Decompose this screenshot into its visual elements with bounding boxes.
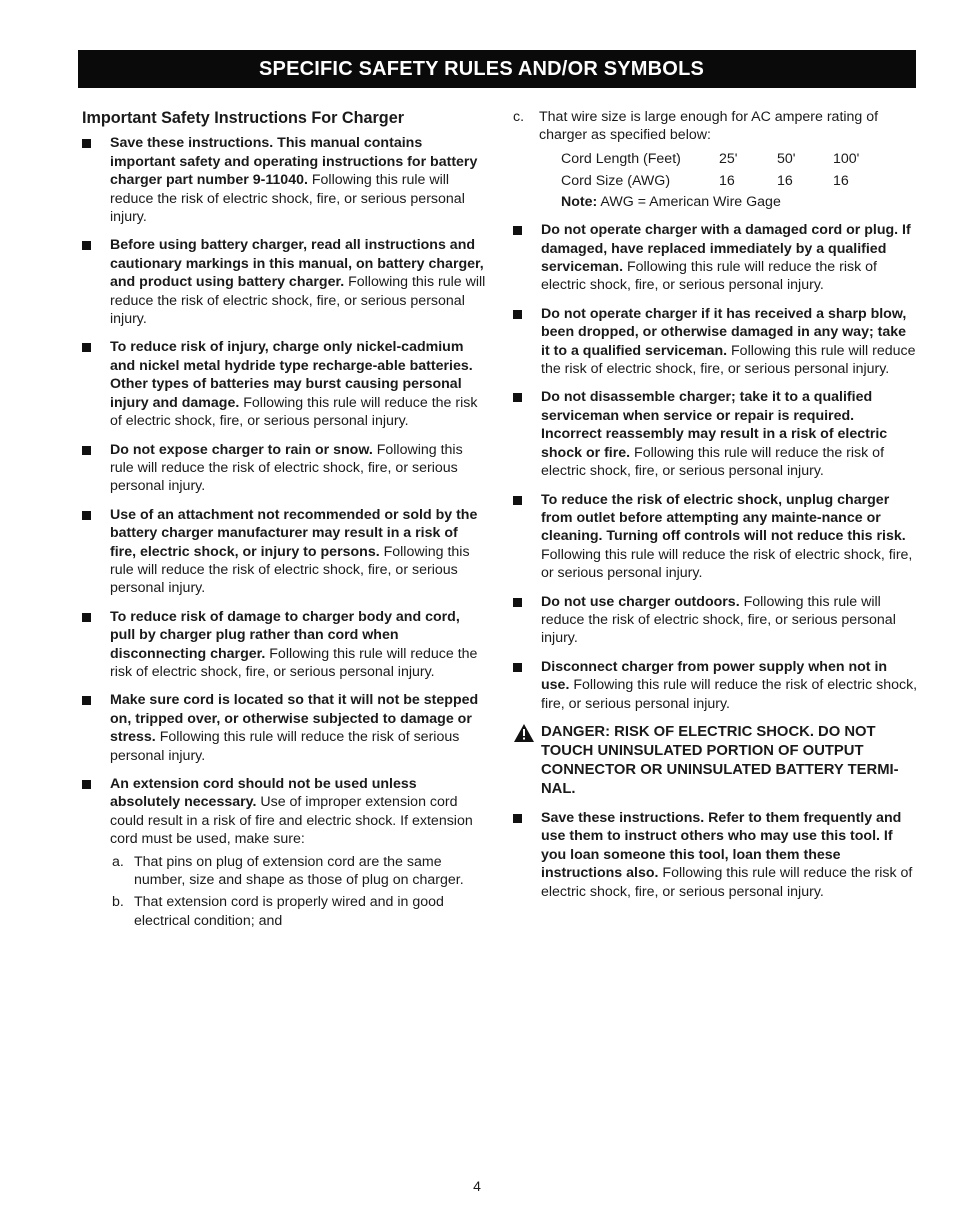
banner-title: SPECIFIC SAFETY RULES AND/OR SYMBOLS <box>259 57 705 80</box>
bullet-square-icon <box>82 343 91 352</box>
bullet-square-icon <box>513 496 522 505</box>
right-column <box>513 109 918 911</box>
rule-text: Following this rule will reduce the risk of electric shock, fire, or serious personal injury. <box>541 677 918 712</box>
bullet-square-icon <box>513 663 522 672</box>
sub-item-letter: b. <box>112 894 124 911</box>
rule-text: Use of improper extension cord could result in a risk of fire and electric shock. If extension cord must be used, make sure: <box>110 794 473 848</box>
table-row <box>561 148 859 170</box>
rule-bold-text: Use of an attachment not recommended or sold by the battery charger manufacturer may result in a risk of fire, electric shock, or injury to persons. <box>110 506 478 560</box>
sub-item <box>513 108 918 145</box>
safety-rule <box>513 593 918 648</box>
safety-rule <box>513 809 918 901</box>
note-text: AWG = American Wire Gage <box>597 193 781 210</box>
safety-rule <box>82 691 486 765</box>
safety-rule <box>513 221 918 295</box>
safety-rule <box>513 658 918 713</box>
rule-bold-text: Do not expose charger to rain or snow. <box>110 441 373 458</box>
table-cell: 16 <box>777 172 793 189</box>
rule-text: Following this rule will reduce the risk of electric shock, fire, or serious personal injury. <box>110 441 463 495</box>
rule-bold-text: An extension cord should not be used unless absolutely necessary. <box>110 776 417 811</box>
sub-item-letter: a. <box>112 853 124 870</box>
bullet-square-icon <box>82 613 91 622</box>
rule-text: Following this rule will reduce the risk of electric shock, fire, or serious personal injury. <box>110 543 470 597</box>
rule-text: Following this rule will reduce the risk of electric shock, fire, or serious personal injury. <box>541 444 885 480</box>
table-cell: 50' <box>777 150 796 167</box>
rule-bold-text: Save these instructions. Refer to them frequently and use them to instruct others who may use this tool. If you loan someone this tool, loan them these instructions also. <box>541 809 902 882</box>
rule-text: Following this rule will reduce the risk of serious personal injury. <box>110 729 460 764</box>
table-row <box>561 170 859 192</box>
left-column <box>82 109 486 932</box>
rule-text: Following this rule will reduce the risk of electric shock, fire, or serious personal injury. <box>541 342 916 378</box>
cord-size-table <box>561 148 859 192</box>
sub-item-text: That pins on plug of extension cord are the same number, size and shape as those of plug on charger. <box>134 853 464 889</box>
rule-text: Following this rule will reduce the risk of electric shock, fire, or serious personal injury. <box>541 865 913 900</box>
safety-rule <box>513 491 918 583</box>
safety-rule <box>82 441 486 496</box>
bullet-square-icon <box>82 511 91 520</box>
rule-text: Following this rule will reduce the risk of electric shock, fire, or serious personal injury. <box>110 274 486 328</box>
bullet-square-icon <box>82 446 91 455</box>
bullet-square-icon <box>82 241 91 250</box>
bullet-square-icon <box>513 598 522 607</box>
table-cell: 16 <box>719 172 735 189</box>
safety-rule <box>82 608 486 682</box>
table-cell: 16 <box>833 172 849 189</box>
table-row-label: Cord Size (AWG) <box>561 172 671 189</box>
rule-text: Following this rule will reduce the risk of electric shock, fire, or serious personal injury. <box>541 593 896 647</box>
safety-rule <box>82 775 486 849</box>
bullet-square-icon <box>82 696 91 705</box>
sub-item <box>110 893 486 930</box>
safety-rule <box>513 305 918 379</box>
rule-bold-text: Disconnect charger from power supply when not in use. <box>541 658 888 694</box>
safety-rule <box>82 236 486 328</box>
bullet-square-icon <box>513 393 522 402</box>
sub-item-text: That extension cord is properly wired and in good electrical condition; and <box>134 894 444 929</box>
section-banner <box>78 50 916 88</box>
sub-item-text: That wire size is large enough for AC ampere rating of charger as specified below: <box>539 109 879 144</box>
rule-bold-text: Make sure cord is located so that it will not be stepped on, tripped over, or otherwise subjected to damage or stress. <box>110 692 479 746</box>
bullet-square-icon <box>82 139 91 148</box>
rule-bold-text: To reduce the risk of electric shock, unplug charger from outlet before attempting any mainte-nance or cleaning. Turning off controls will not reduce this risk. <box>541 491 906 545</box>
note-label: Note: <box>561 193 598 210</box>
table-cell: 25' <box>719 150 738 167</box>
danger-notice <box>513 723 918 799</box>
rule-bold-text: Save these instructions. This manual contains important safety and operating instructions for battery charger part number 9-11040. <box>110 135 478 189</box>
table-row-label: Cord Length (Feet) <box>561 150 681 167</box>
rule-text: Following this rule will reduce the risk of electric shock, fire, or serious personal injury. <box>110 394 478 430</box>
page-number: 4 <box>473 1178 481 1194</box>
rule-text: Following this rule will reduce the risk of electric shock, fire, or serious personal injury. <box>541 546 913 582</box>
safety-rule <box>82 338 486 430</box>
safety-rule <box>82 506 486 598</box>
bullet-square-icon <box>82 780 91 789</box>
rule-bold-text: Do not use charger outdoors. <box>541 593 740 610</box>
rule-text: Following this rule will reduce the risk of electric shock, fire, or serious personal injury. <box>110 645 478 680</box>
sub-item-letter: c. <box>513 109 525 125</box>
bullet-square-icon <box>513 814 522 823</box>
safety-rule <box>513 388 918 480</box>
rule-bold-text: Do not disassemble charger; take it to a qualified serviceman when service or repair is required. Incorrect reassembly may result in a risk of electric shock or fire. <box>541 389 888 461</box>
rule-text: Following this rule will reduce the risk of electric shock, fire, or serious personal injury. <box>110 172 465 226</box>
rule-bold-text: Do not operate charger with a damaged cord or plug. If damaged, have replaced immediately by a qualified serviceman. <box>541 222 911 276</box>
section-title: Important Safety Instructions For Charger <box>82 109 404 127</box>
safety-rule <box>82 134 486 226</box>
rule-bold-text: To reduce risk of damage to charger body and cord, pull by charger plug rather than cord when disconnecting charger. <box>110 608 460 662</box>
rule-bold-text: To reduce risk of injury, charge only nickel-cadmium and nickel metal hydride type recharge-able batteries. Other types of batteries may burst causing personal injury and damage. <box>110 339 473 411</box>
danger-text: DANGER: RISK OF ELECTRIC SHOCK. DO NOT TOUCH UNINSULATED PORTION OF OUTPUT CONNECTOR OR UNINSULATED BATTERY TERMI-NAL. <box>541 723 899 797</box>
bullet-square-icon <box>513 310 522 319</box>
warning-triangle-icon <box>513 723 535 743</box>
sub-item <box>110 853 486 890</box>
table-cell: 100' <box>833 150 860 167</box>
table-note <box>561 193 918 211</box>
bullet-square-icon <box>513 226 522 235</box>
rule-bold-text: Before using battery charger, read all instructions and cautionary markings in this manual, on battery charger, and product using battery charger. <box>110 237 484 291</box>
rule-text: Following this rule will reduce the risk of electric shock, fire, or serious personal injury. <box>541 259 877 294</box>
rule-bold-text: Do not operate charger if it has received a sharp blow, been dropped, or otherwise damaged in any way; take it to a qualified serviceman. <box>541 305 907 359</box>
